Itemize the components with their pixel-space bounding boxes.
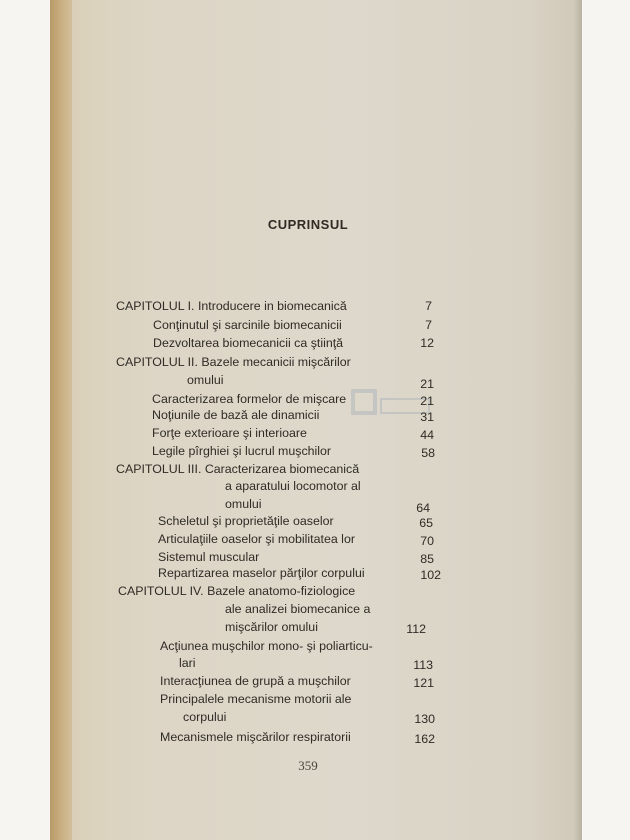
toc-page-number: 7 xyxy=(425,318,432,332)
toc-entry: Repartizarea maselor părţilor corpului xyxy=(158,566,365,580)
toc-page-number: 58 xyxy=(421,446,435,460)
table-of-contents xyxy=(50,0,582,840)
toc-entry: Legile pîrghiei şi lucrul muşchilor xyxy=(152,444,332,458)
toc-page-number: 31 xyxy=(420,410,434,424)
toc-entry: Interacţiunea de grupă a muşchilor xyxy=(160,674,351,688)
page-title: CUPRINSUL xyxy=(267,217,349,232)
toc-entry: Forţe exterioare şi interioare xyxy=(152,426,307,440)
page-number: 359 xyxy=(298,758,318,773)
toc-entry-continuation: lari xyxy=(179,656,196,670)
toc-page-number: 65 xyxy=(419,516,433,530)
toc-entry-continuation: a aparatului locomotor al xyxy=(225,479,361,493)
toc-chapter-2: CAPITOLUL II. Bazele mecanicii mişcărilor xyxy=(116,355,351,369)
toc-page-number: 70 xyxy=(420,534,434,548)
toc-entry-continuation: omului xyxy=(187,373,224,387)
toc-page-number: 21 xyxy=(420,377,434,391)
toc-page-number: 130 xyxy=(414,712,435,726)
toc-entry-continuation: corpului xyxy=(183,710,227,724)
toc-entry: Mecanismele mişcărilor respiratorii xyxy=(160,730,351,744)
toc-page-number: 12 xyxy=(420,336,434,350)
toc-entry: Principalele mecanisme motorii ale xyxy=(160,692,352,706)
toc-entry: Acţiunea muşchilor mono- şi poliarticu- xyxy=(160,639,373,653)
toc-entry: Articulaţiile oaselor şi mobilitatea lor xyxy=(158,532,355,546)
toc-chapter-1: CAPITOLUL I. Introducere in biomecanică xyxy=(116,299,347,313)
toc-page-number: 121 xyxy=(413,676,434,690)
toc-entry: Sistemul muscular xyxy=(158,550,260,564)
toc-chapter-4: CAPITOLUL IV. Bazele anatomo-fiziologice xyxy=(118,584,356,598)
toc-chapter-3: CAPITOLUL III. Caracterizarea biomecanică xyxy=(116,462,360,476)
toc-page-number: 112 xyxy=(406,622,426,636)
toc-page-number: 102 xyxy=(420,568,441,582)
toc-entry: Caracterizarea formelor de mişcare xyxy=(152,392,347,406)
toc-page-number: 44 xyxy=(420,428,434,442)
toc-page-number: 64 xyxy=(416,501,430,515)
toc-page-number: 85 xyxy=(420,552,434,566)
toc-entry-continuation: mişcărilor omului xyxy=(225,620,318,634)
toc-entry: Noţiunile de bază ale dinamicii xyxy=(152,408,320,422)
toc-entry-continuation: ale analizei biomecanice a xyxy=(225,602,371,616)
toc-entry: Scheletul şi proprietăţile oaselor xyxy=(158,514,334,528)
book-page xyxy=(50,0,582,840)
toc-entry: Dezvoltarea biomecanicii ca ştiinţă xyxy=(153,336,344,350)
toc-page-number: 21 xyxy=(420,394,434,408)
toc-page-number: 113 xyxy=(413,658,433,672)
toc-page-number: 7 xyxy=(425,299,432,313)
toc-page-number: 162 xyxy=(414,732,435,746)
toc-entry-continuation: omului xyxy=(225,497,262,511)
toc-entry: Conţinutul şi sarcinile biomecanicii xyxy=(153,318,342,332)
